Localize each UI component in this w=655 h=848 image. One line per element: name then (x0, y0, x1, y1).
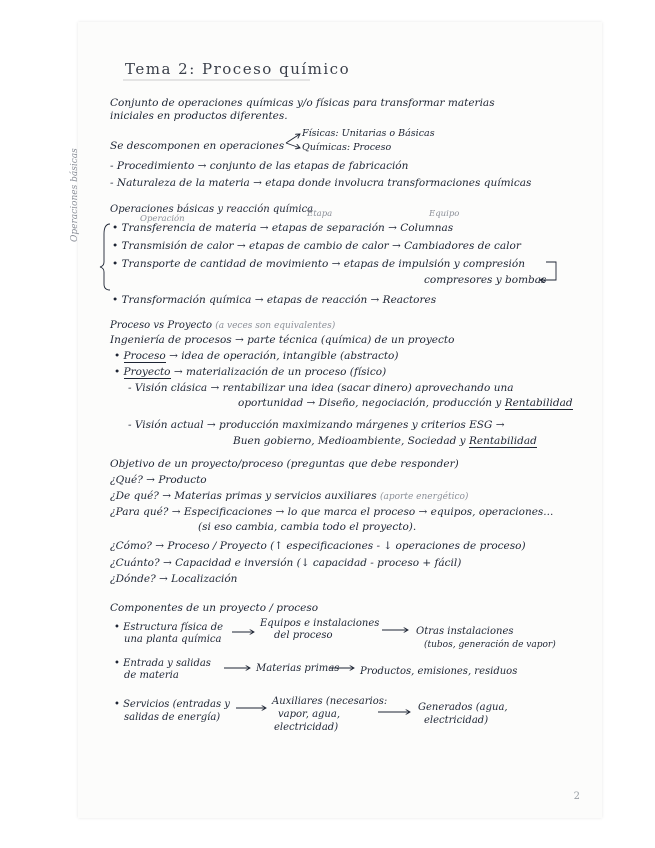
operaciones-brace (100, 224, 110, 290)
label-etapa: Etapa (307, 209, 333, 219)
question-de-que-text: ¿De qué? → Materias primas y servicios auxiliares (110, 490, 377, 502)
comp-r3-c: Auxiliares (necesarios: (272, 696, 388, 707)
naturaleza-line: - Naturaleza de la materia → etapa donde involucra transformaciones químicas (110, 177, 532, 189)
comp-r3-e: electricidad) (274, 722, 339, 733)
rentabilidad-word-1: Rentabilidad (504, 397, 573, 409)
comp-r2-d: Productos, emisiones, residuos (360, 666, 518, 677)
proceso-vs-proyecto-note: (a veces son equivalentes) (215, 321, 336, 331)
ingenieria-line: Ingeniería de procesos → parte técnica (química) de un proyecto (110, 334, 455, 346)
comp-r3-f: Generados (agua, (418, 702, 508, 713)
question-donde: ¿Dónde? → Localización (110, 573, 238, 585)
proceso-vs-proyecto-title: Proceso vs Proyecto (110, 320, 213, 331)
notebook-page (70, 22, 602, 818)
op-item-3: • Transporte de cantidad de movimiento → etapas de impulsión y compresión (112, 258, 525, 270)
question-cuanto: ¿Cuánto? → Capacidad e inversión (↓ capacidad - proceso + fácil) (110, 557, 462, 569)
descomponen-quimicas: Químicas: Proceso (302, 142, 392, 153)
question-como: ¿Cómo? → Proceso / Proyecto (↑ especificaciones - ↓ operaciones de proceso) (110, 540, 526, 552)
comp-r2-c: Materias primas (256, 663, 340, 674)
op-item-1: • Transferencia de materia → etapas de separación → Columnas (112, 222, 454, 234)
question-para-que: ¿Para qué? → Especificaciones → lo que marca el proceso → equipos, operaciones... (110, 506, 554, 518)
question-de-que-note: (aporte energético) (379, 492, 469, 502)
label-operacion: Operación (140, 214, 185, 224)
comp-r3-a: • Servicios (entradas y (114, 699, 230, 710)
op-item-4: • Transformación química → etapas de reacción → Reactores (112, 294, 437, 306)
proyecto-word: Proyecto (123, 366, 171, 378)
comp-r1-c: Equipos e instalaciones (260, 618, 380, 629)
question-para-que-cont: (si eso cambia, cambia todo el proyecto). (198, 521, 417, 533)
intro-line-2: iniciales en productos diferentes. (110, 110, 288, 122)
operaciones-heading: Operaciones básicas y reacción química (110, 204, 314, 215)
compresores-bracket-arrow (540, 262, 556, 280)
descomponen-lead: Se descomponen en operaciones (110, 140, 285, 152)
rentabilidad-word-2: Rentabilidad (468, 435, 537, 447)
page-number: 2 (573, 791, 580, 802)
handwritten-strokes (78, 22, 602, 818)
descomponen-fisicas: Físicas: Unitarias o Básicas (302, 128, 435, 139)
page-title: Tema 2: Proceso químico (125, 60, 351, 78)
proceso-definition: → idea de operación, intangible (abstracto) (165, 350, 399, 362)
procedimiento-line: - Procedimiento → conjunto de las etapas de fabricación (110, 160, 409, 172)
proceso-word: Proceso (123, 350, 166, 362)
comp-r3-d: vapor, agua, (278, 709, 341, 720)
comp-r1-b: una planta química (124, 634, 222, 645)
comp-r2-b: de materia (124, 670, 179, 681)
op-item-3-cont: compresores y bombas (424, 274, 547, 286)
comp-r2-a: • Entrada y salidas (114, 658, 211, 669)
comp-r3-g: electricidad) (424, 715, 489, 726)
proyecto-line: • Proyecto → materialización de un proceso (físico) (114, 366, 387, 378)
comp-r1-a: • Estructura física de (114, 622, 224, 633)
proyecto-definition: → materialización de un proceso (físico) (170, 366, 387, 378)
comp-r3-b: salidas de energía) (124, 712, 221, 723)
vision-actual-text: Buen gobierno, Medioambiente, Sociedad y (233, 435, 466, 447)
label-equipo: Equipo (429, 209, 460, 219)
vision-clasica-text: oportunidad → Diseño, negociación, producción y (238, 397, 502, 409)
intro-line-1: Conjunto de operaciones químicas y/o físicas para transformar materias (110, 97, 495, 109)
comp-r1-e: Otras instalaciones (416, 626, 514, 637)
comp-r1-d: del proceso (274, 630, 333, 641)
vision-clasica-line-1: - Visión clásica → rentabilizar una idea (sacar dinero) aprovechando una (128, 382, 514, 394)
proceso-line: • Proceso → idea de operación, intangible (abstracto) (114, 350, 399, 362)
question-que: ¿Qué? → Producto (110, 474, 207, 486)
op-item-2: • Transmisión de calor → etapas de cambio de calor → Cambiadores de calor (112, 240, 521, 252)
fork-arrow-fisicas (286, 134, 300, 143)
comp-r1-f: (tubos, generación de vapor) (424, 640, 556, 650)
vision-actual-line-1: - Visión actual → producción maximizando márgenes y criterios ESG → (128, 419, 505, 431)
fork-arrow-quimicas (286, 143, 300, 148)
operaciones-side-label: Operaciones básicas (70, 148, 80, 242)
componentes-heading: Componentes de un proyecto / proceso (110, 602, 319, 614)
objetivo-heading: Objetivo de un proyecto/proceso (preguntas que debe responder) (110, 458, 459, 470)
